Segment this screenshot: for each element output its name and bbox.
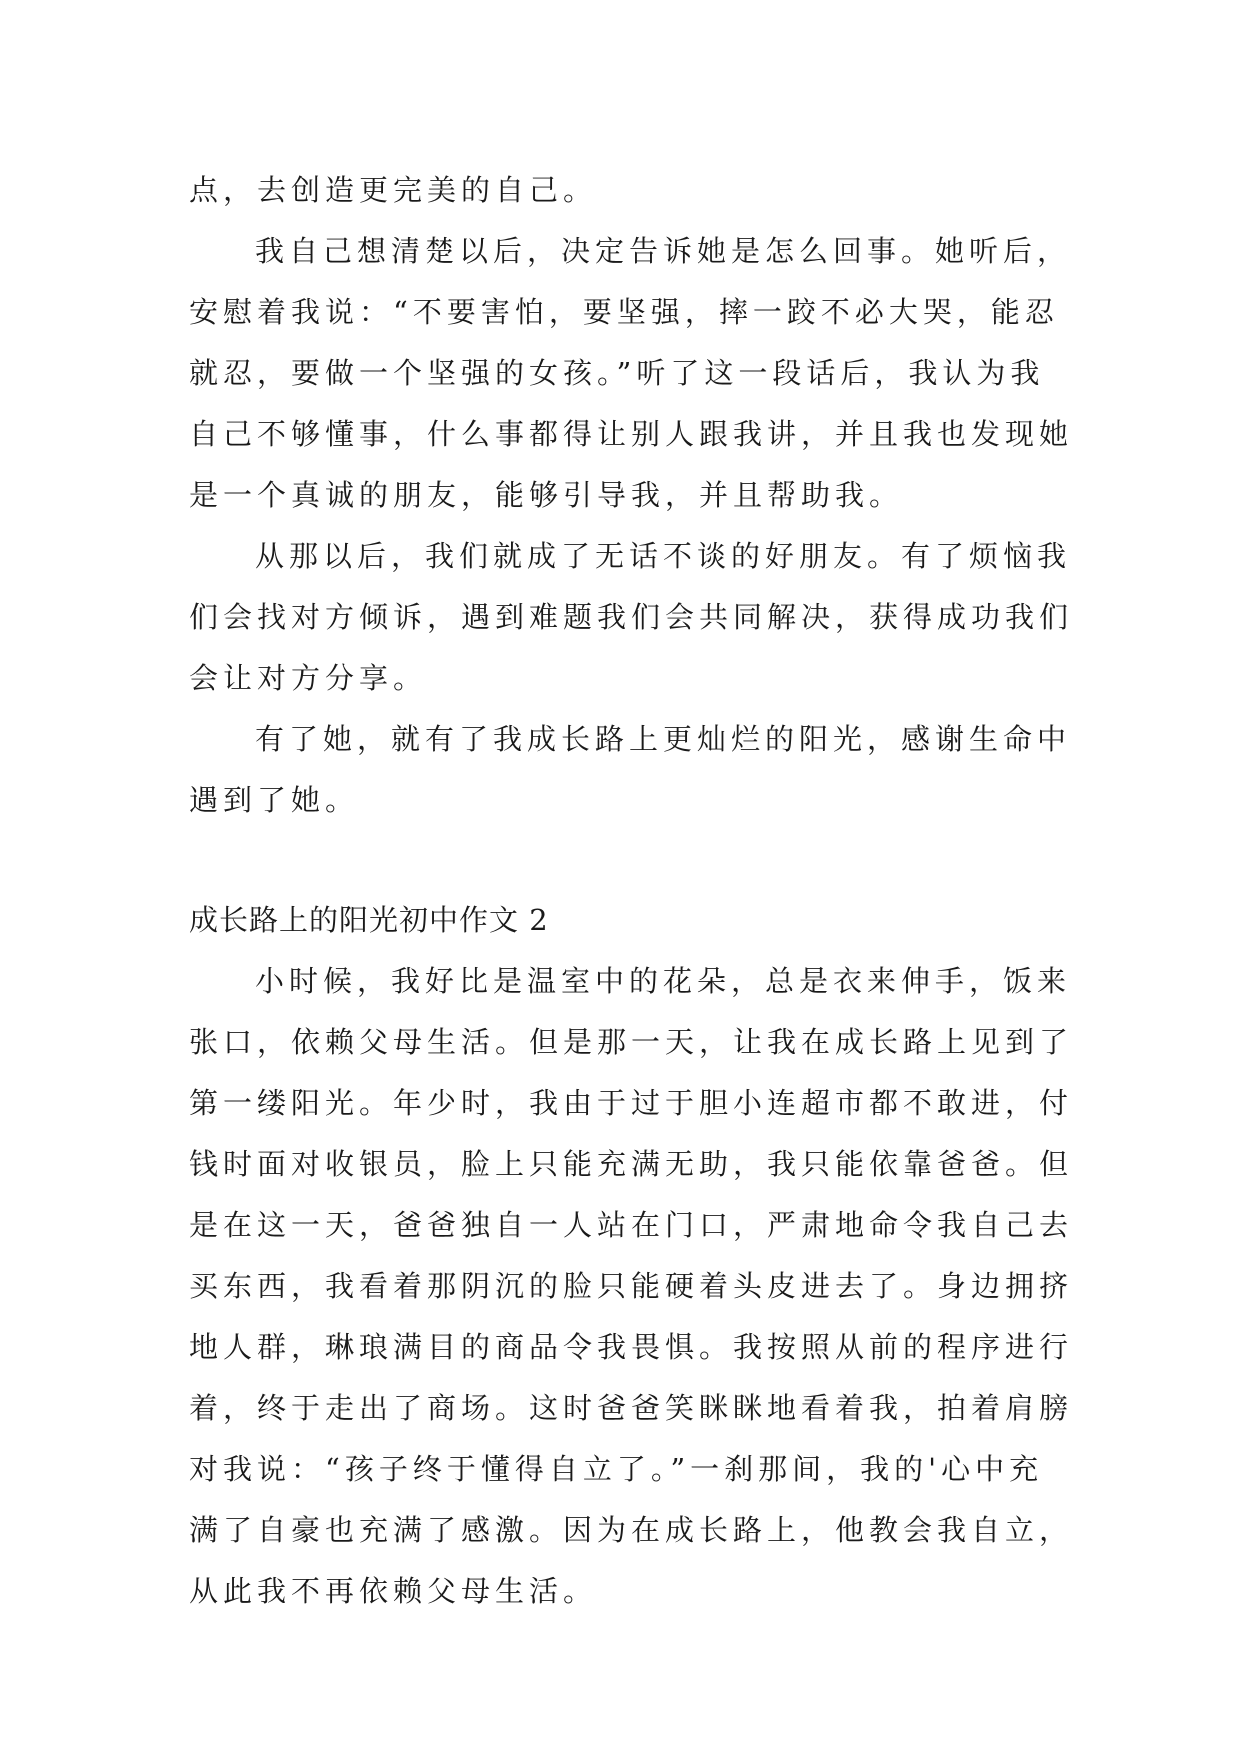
text-line: 我自己想清楚以后，决定告诉她是怎么回事。她听后， (255, 234, 1072, 268)
text-line: 钱时面对收银员，脸上只能充满无助，我只能依靠爸爸。但 (189, 1147, 1074, 1181)
text-line: 会让对方分享。 (189, 661, 428, 695)
text-line: 是一个真诚的朋友，能够引导我，并且帮助我。 (189, 478, 904, 512)
text-line: 小时候，我好比是温室中的花朵，总是衣来伸手，饭来 (255, 964, 1072, 998)
text-line: 着，终于走出了商场。这时爸爸笑眯眯地看着我，拍着肩膀 (189, 1391, 1074, 1425)
text-line: 对我说：“孩子终于懂得自立了。”一刹那间，我的'心中充 (189, 1452, 1044, 1486)
text-line: 点，去创造更完美的自己。 (189, 173, 598, 207)
text-line: 买东西，我看着那阴沉的脸只能硬着头皮进去了。身边拥挤 (189, 1269, 1074, 1303)
section-gap (189, 831, 1053, 890)
text-line: 有了她，就有了我成长路上更灿烂的阳光，感谢生命中 (255, 722, 1072, 756)
text-line: 自己不够懂事，什么事都得让别人跟我讲，并且我也发现她 (189, 417, 1074, 451)
text-line: 满了自豪也充满了感激。因为在成长路上，他教会我自立， (189, 1513, 1074, 1547)
essay-1-tail (189, 160, 1074, 831)
text-line: 遇到了她。 (189, 783, 360, 817)
text-line: 张口，依赖父母生活。但是那一天，让我在成长路上见到了 (189, 1025, 1074, 1059)
text-line: 们会找对方倾诉，遇到难题我们会共同解决，获得成功我们 (189, 600, 1074, 634)
essay-2-body (189, 951, 1074, 1622)
section-title: 成长路上的阳光初中作文 2 (189, 903, 549, 937)
text-line: 地人群，琳琅满目的商品令我畏惧。我按照从前的程序进行 (189, 1330, 1074, 1364)
text-line: 是在这一天，爸爸独自一人站在门口，严肃地命令我自己去 (189, 1208, 1074, 1242)
text-line: 就忍，要做一个坚强的女孩。”听了这一段话后，我认为我 (189, 356, 1045, 390)
text-line: 安慰着我说：“不要害怕，要坚强，摔一跤不必大哭，能忍 (189, 295, 1059, 329)
text-line: 第一缕阳光。年少时，我由于过于胆小连超市都不敢进，付 (189, 1086, 1074, 1120)
text-line: 从那以后，我们就成了无话不谈的好朋友。有了烦恼我 (255, 539, 1072, 573)
document-body (189, 160, 1074, 1622)
text-line: 从此我不再依赖父母生活。 (189, 1574, 598, 1608)
